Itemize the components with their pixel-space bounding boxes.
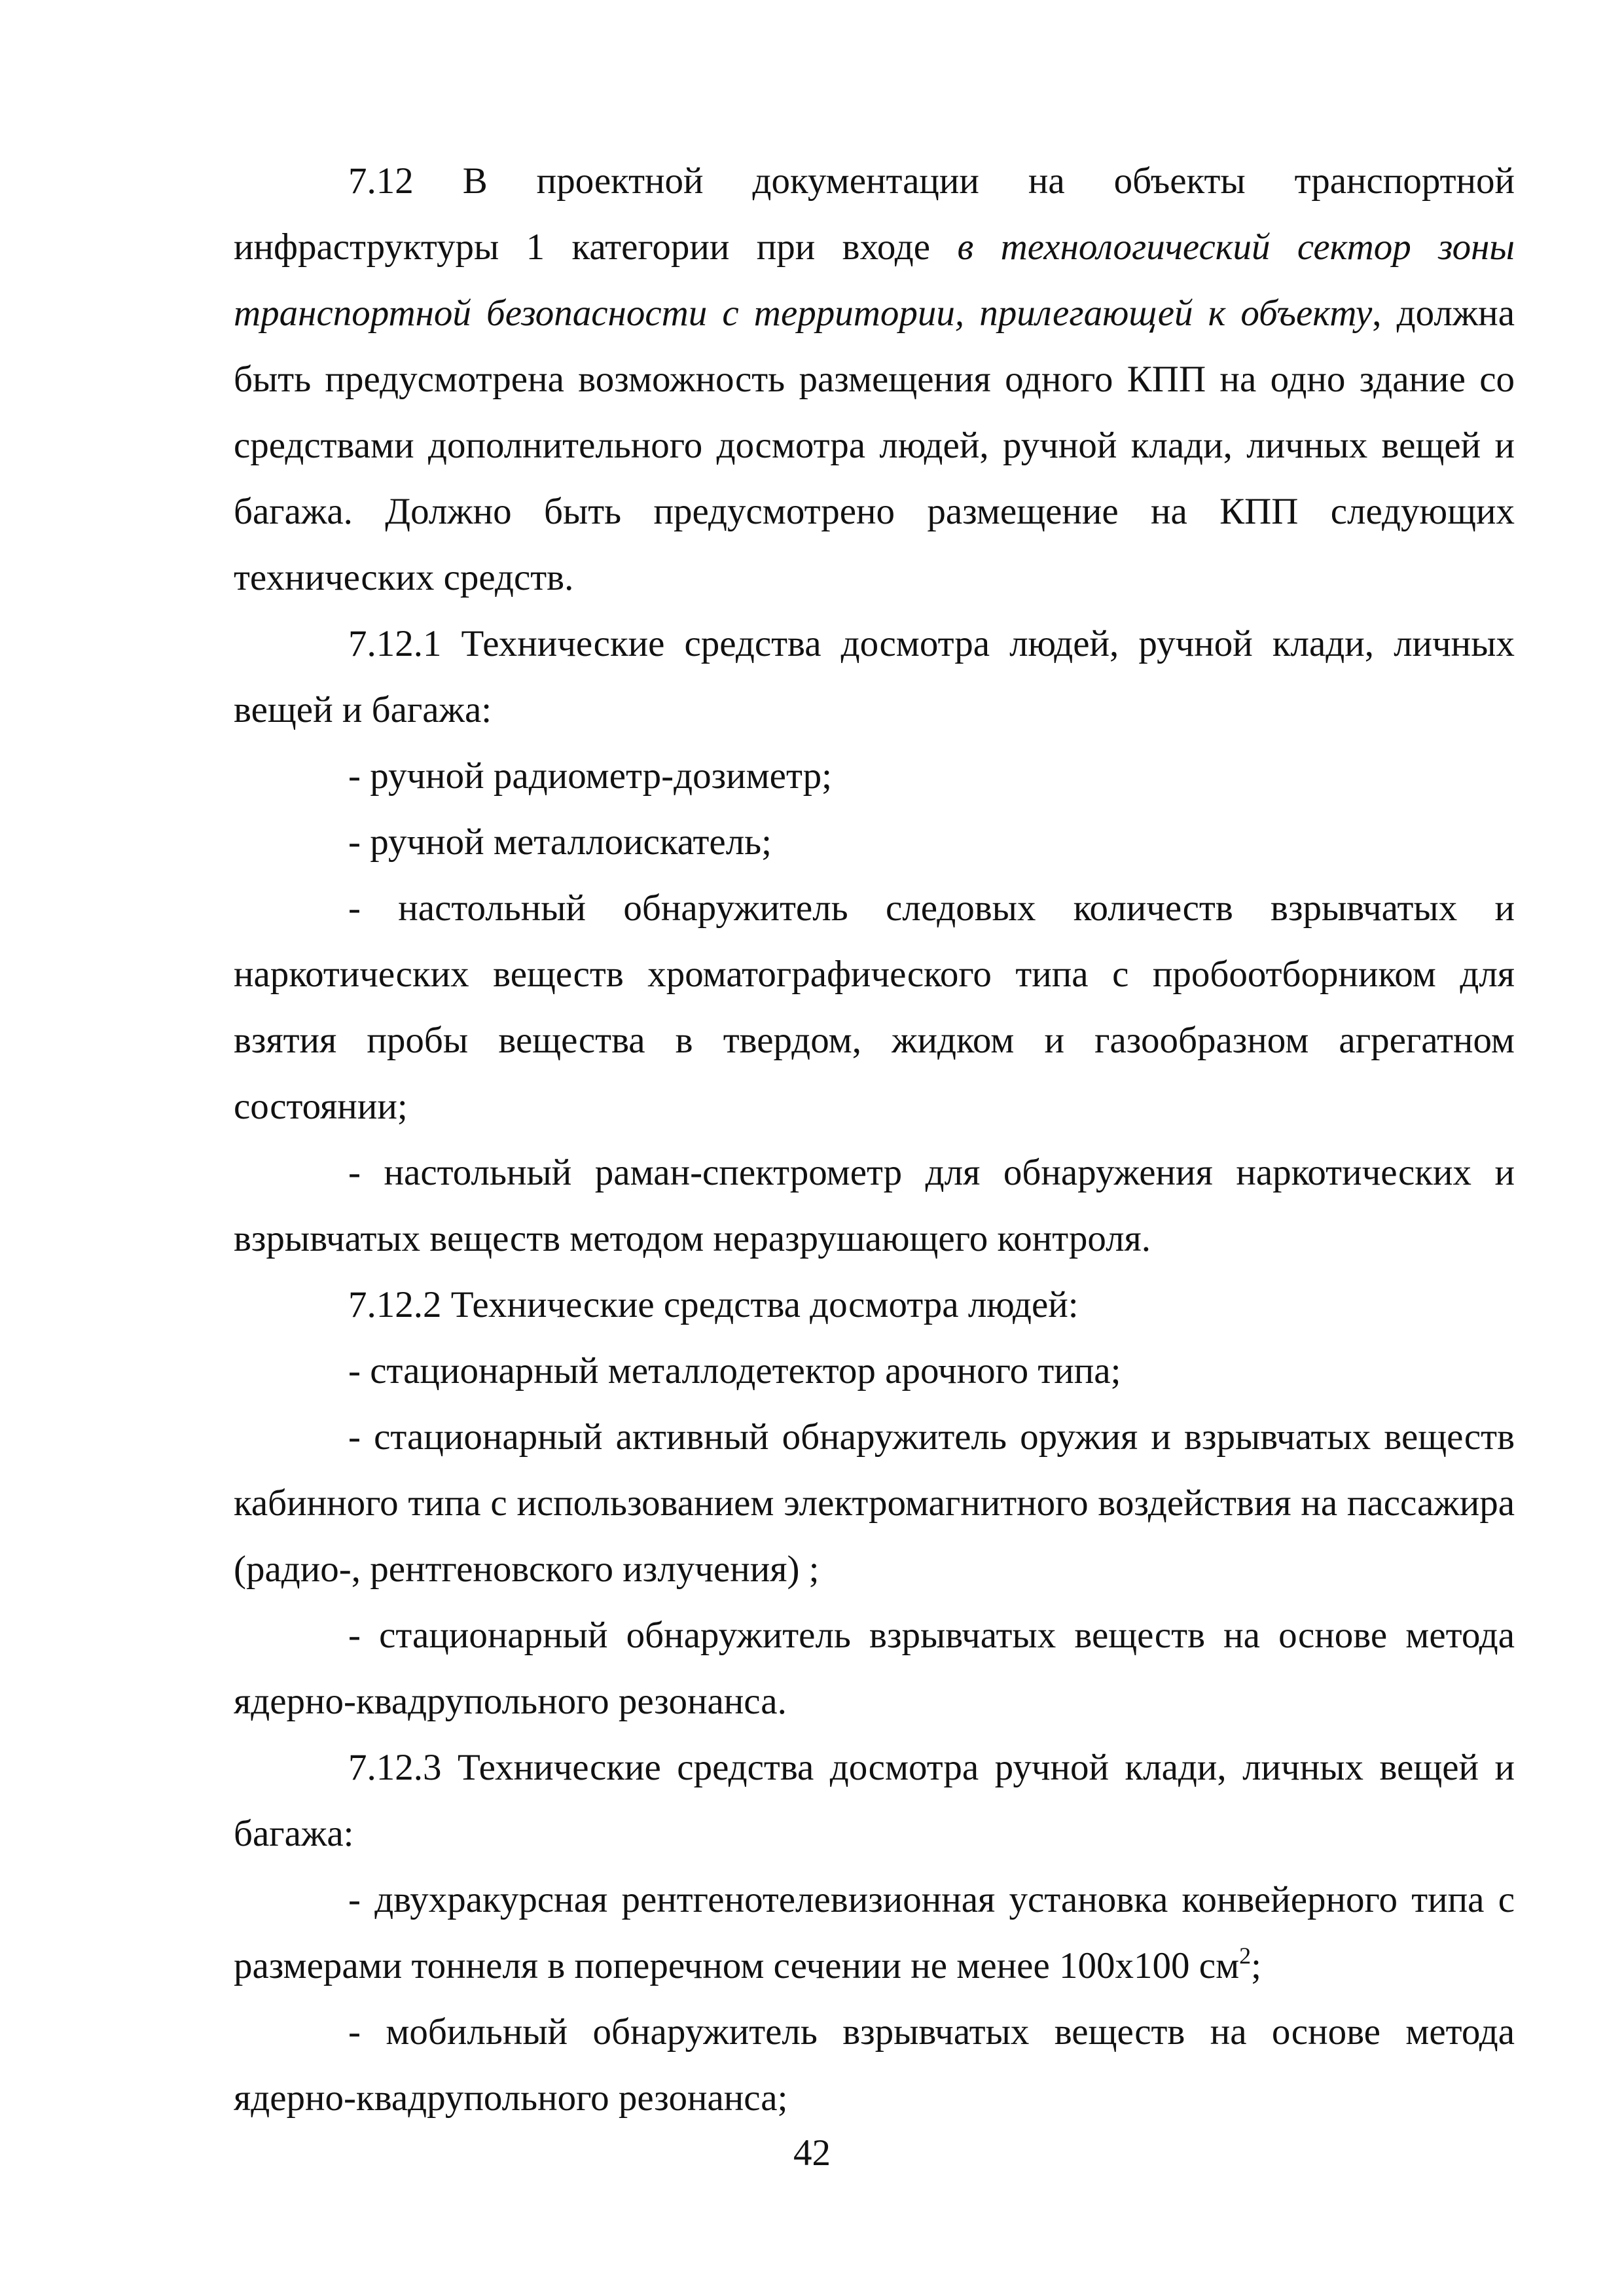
list-item-nqr-stationary-detector: - стационарный обнаружитель взрывчатых веществ на основе метода ядерно-квадрупольного резонанса.: [234, 1615, 1515, 1722]
paragraph-7-12-1: 7.12.1 Технические средства досмотра людей, ручной клади, личных вещей и багажа:: [234, 623, 1515, 730]
list-item-xray-conveyor: [234, 1867, 1515, 1999]
list-item-nqr-mobile-detector: - мобильный обнаружитель взрывчатых веществ на основе метода ядерно-квадрупольного резонанса;: [234, 2011, 1515, 2119]
list-item-xray-conveyor-text: - двухракурсная рентгенотелевизионная установка конвейерного типа с размерами тоннеля в поперечном сечении не менее 100х100 см: [234, 1879, 1515, 1986]
list-item-metal-detector-handheld: - ручной металлоискатель;: [348, 821, 772, 863]
list-item-active-cabin-detector: - стационарный активный обнаружитель оружия и взрывчатых веществ кабинного типа с использованием электромагнитного воздействия на пассажира (радио-, рентгеновского излучения) ;: [234, 1416, 1515, 1590]
paragraph-7-12-tail: , должна быть предусмотрена возможность размещения одного КПП на одно здание со средствами дополнительного досмотра людей, ручной клади, личных вещей и багажа. Должно быть предусмотрено размещение на КПП следующих технических средств.: [234, 293, 1515, 598]
list-item-radiometer: - ручной радиометр-дозиметр;: [348, 755, 832, 797]
document-body: [234, 148, 1515, 2131]
paragraph-7-12: [234, 148, 1515, 611]
list-item-xray-conveyor-end: ;: [1251, 1945, 1261, 1986]
paragraph-7-12-2: 7.12.2 Технические средства досмотра людей:: [348, 1284, 1079, 1325]
list-item-walkthrough-metal-detector: - стационарный металлодетектор арочного типа;: [348, 1350, 1121, 1391]
list-item-trace-detector: - настольный обнаружитель следовых количеств взрывчатых и наркотических веществ хроматографического типа с пробоотборником для взятия пробы вещества в твердом, жидком и газообразном агрегатном состоянии;: [234, 888, 1515, 1127]
paragraph-7-12-italic: в технологический сектор зоны транспортной безопасности с территории, прилегающей к объекту: [234, 226, 1515, 334]
paragraph-7-12-lead: 7.12 В проектной документации на объекты транспортной инфраструктуры 1 категории при входе: [234, 160, 1515, 268]
paragraph-7-12-3: 7.12.3 Технические средства досмотра ручной клади, личных вещей и багажа:: [234, 1747, 1515, 1854]
page-number: 42: [793, 2132, 831, 2174]
superscript-two: 2: [1239, 1943, 1252, 1969]
list-item-raman-spectrometer: - настольный раман-спектрометр для обнаружения наркотических и взрывчатых веществ методом неразрушающего контроля.: [234, 1152, 1515, 1259]
